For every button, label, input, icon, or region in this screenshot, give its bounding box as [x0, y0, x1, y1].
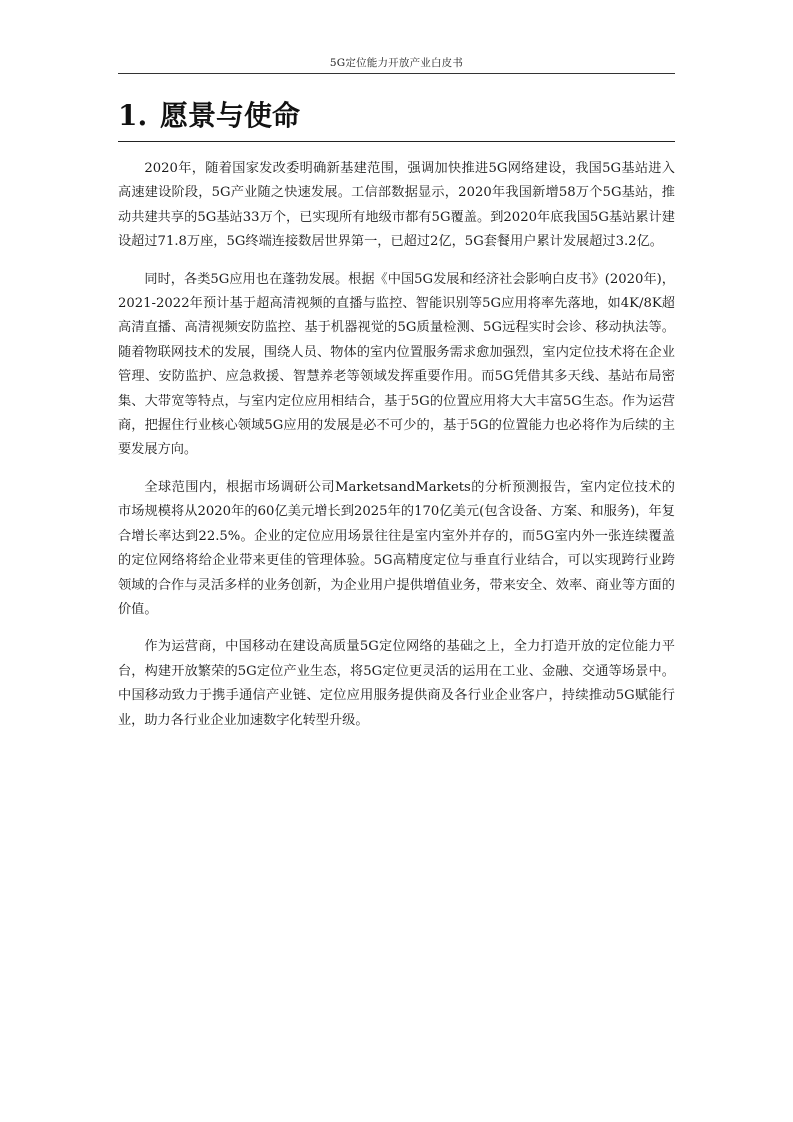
- title-divider: [118, 141, 675, 142]
- chapter-title-text: 愿景与使命: [160, 99, 301, 132]
- paragraph-5g-applications: 同时，各类5G应用也在蓬勃发展。根据《中国5G发展和经济社会影响白皮书》(2020年)，2021-2022年预计基于超高清视频的直播与监控、智能识别等5G应用将率先落地，如4K/8K超高清直播、高清视频安防监控、基于机器视觉的5G质量检测、5G远程实时会诊、移动执法等。随着物联网技术的发展，围绕人员、物体的室内位置服务需求愈加强烈，室内定位技术将在企业管理、安防监护、应急救援、智慧养老等领域发挥重要作用。而5G凭借其多天线、基站布局密集、大带宽等特点，与室内定位应用相结合，基于5G的位置应用将大大丰富5G生态。作为运营商，把握住行业核心领域5G应用的发展是必不可少的，基于5G的位置能力也必将作为后续的主要发展方向。: [118, 271, 675, 458]
- body-text: [118, 157, 675, 746]
- header-divider: [118, 73, 675, 74]
- chapter-number: 1.: [118, 99, 148, 132]
- chapter-title: [118, 96, 675, 136]
- paragraph-china-mobile: 作为运营商，中国移动在建设高质量5G定位网络的基础之上，全力打造开放的定位能力平台，构建开放繁荣的5G定位产业生态，将5G定位更灵活的运用在工业、金融、交通等场景中。中国移动致力于携手通信产业链、定位应用服务提供商及各行业企业客户，持续推动5G赋能行业，助力各行业企业加速数字化转型升级。: [118, 639, 675, 728]
- paragraph-5g-construction: 2020年，随着国家发改委明确新基建范围，强调加快推进5G网络建设，我国5G基站进入高速建设阶段，5G产业随之快速发展。工信部数据显示，2020年我国新增58万个5G基站，推动共建共享的5G基站33万个，已实现所有地级市都有5G覆盖。到2020年底我国5G基站累计建设超过71.8万座，5G终端连接数居世界第一，已超过2亿，5G套餐用户累计发展超过3.2亿。: [118, 161, 675, 250]
- running-header: 5G定位能力开放产业白皮书: [329, 57, 464, 69]
- paragraph-global-market: 全球范围内，根据市场调研公司MarketsandMarkets的分析预测报告，室内定位技术的市场规模将从2020年的60亿美元增长到2025年的170亿美元(包含设备、方案、和服务)，年复合增长率达到22.5%。企业的定位应用场景往往是室内室外并存的，而5G室内外一张连续覆盖的定位网络将给企业带来更佳的管理体验。5G高精度定位与垂直行业结合，可以实现跨行业跨领域的合作与灵活多样的业务创新，为企业用户提供增值业务，带来安全、效率、商业等方面的价值。: [118, 479, 675, 617]
